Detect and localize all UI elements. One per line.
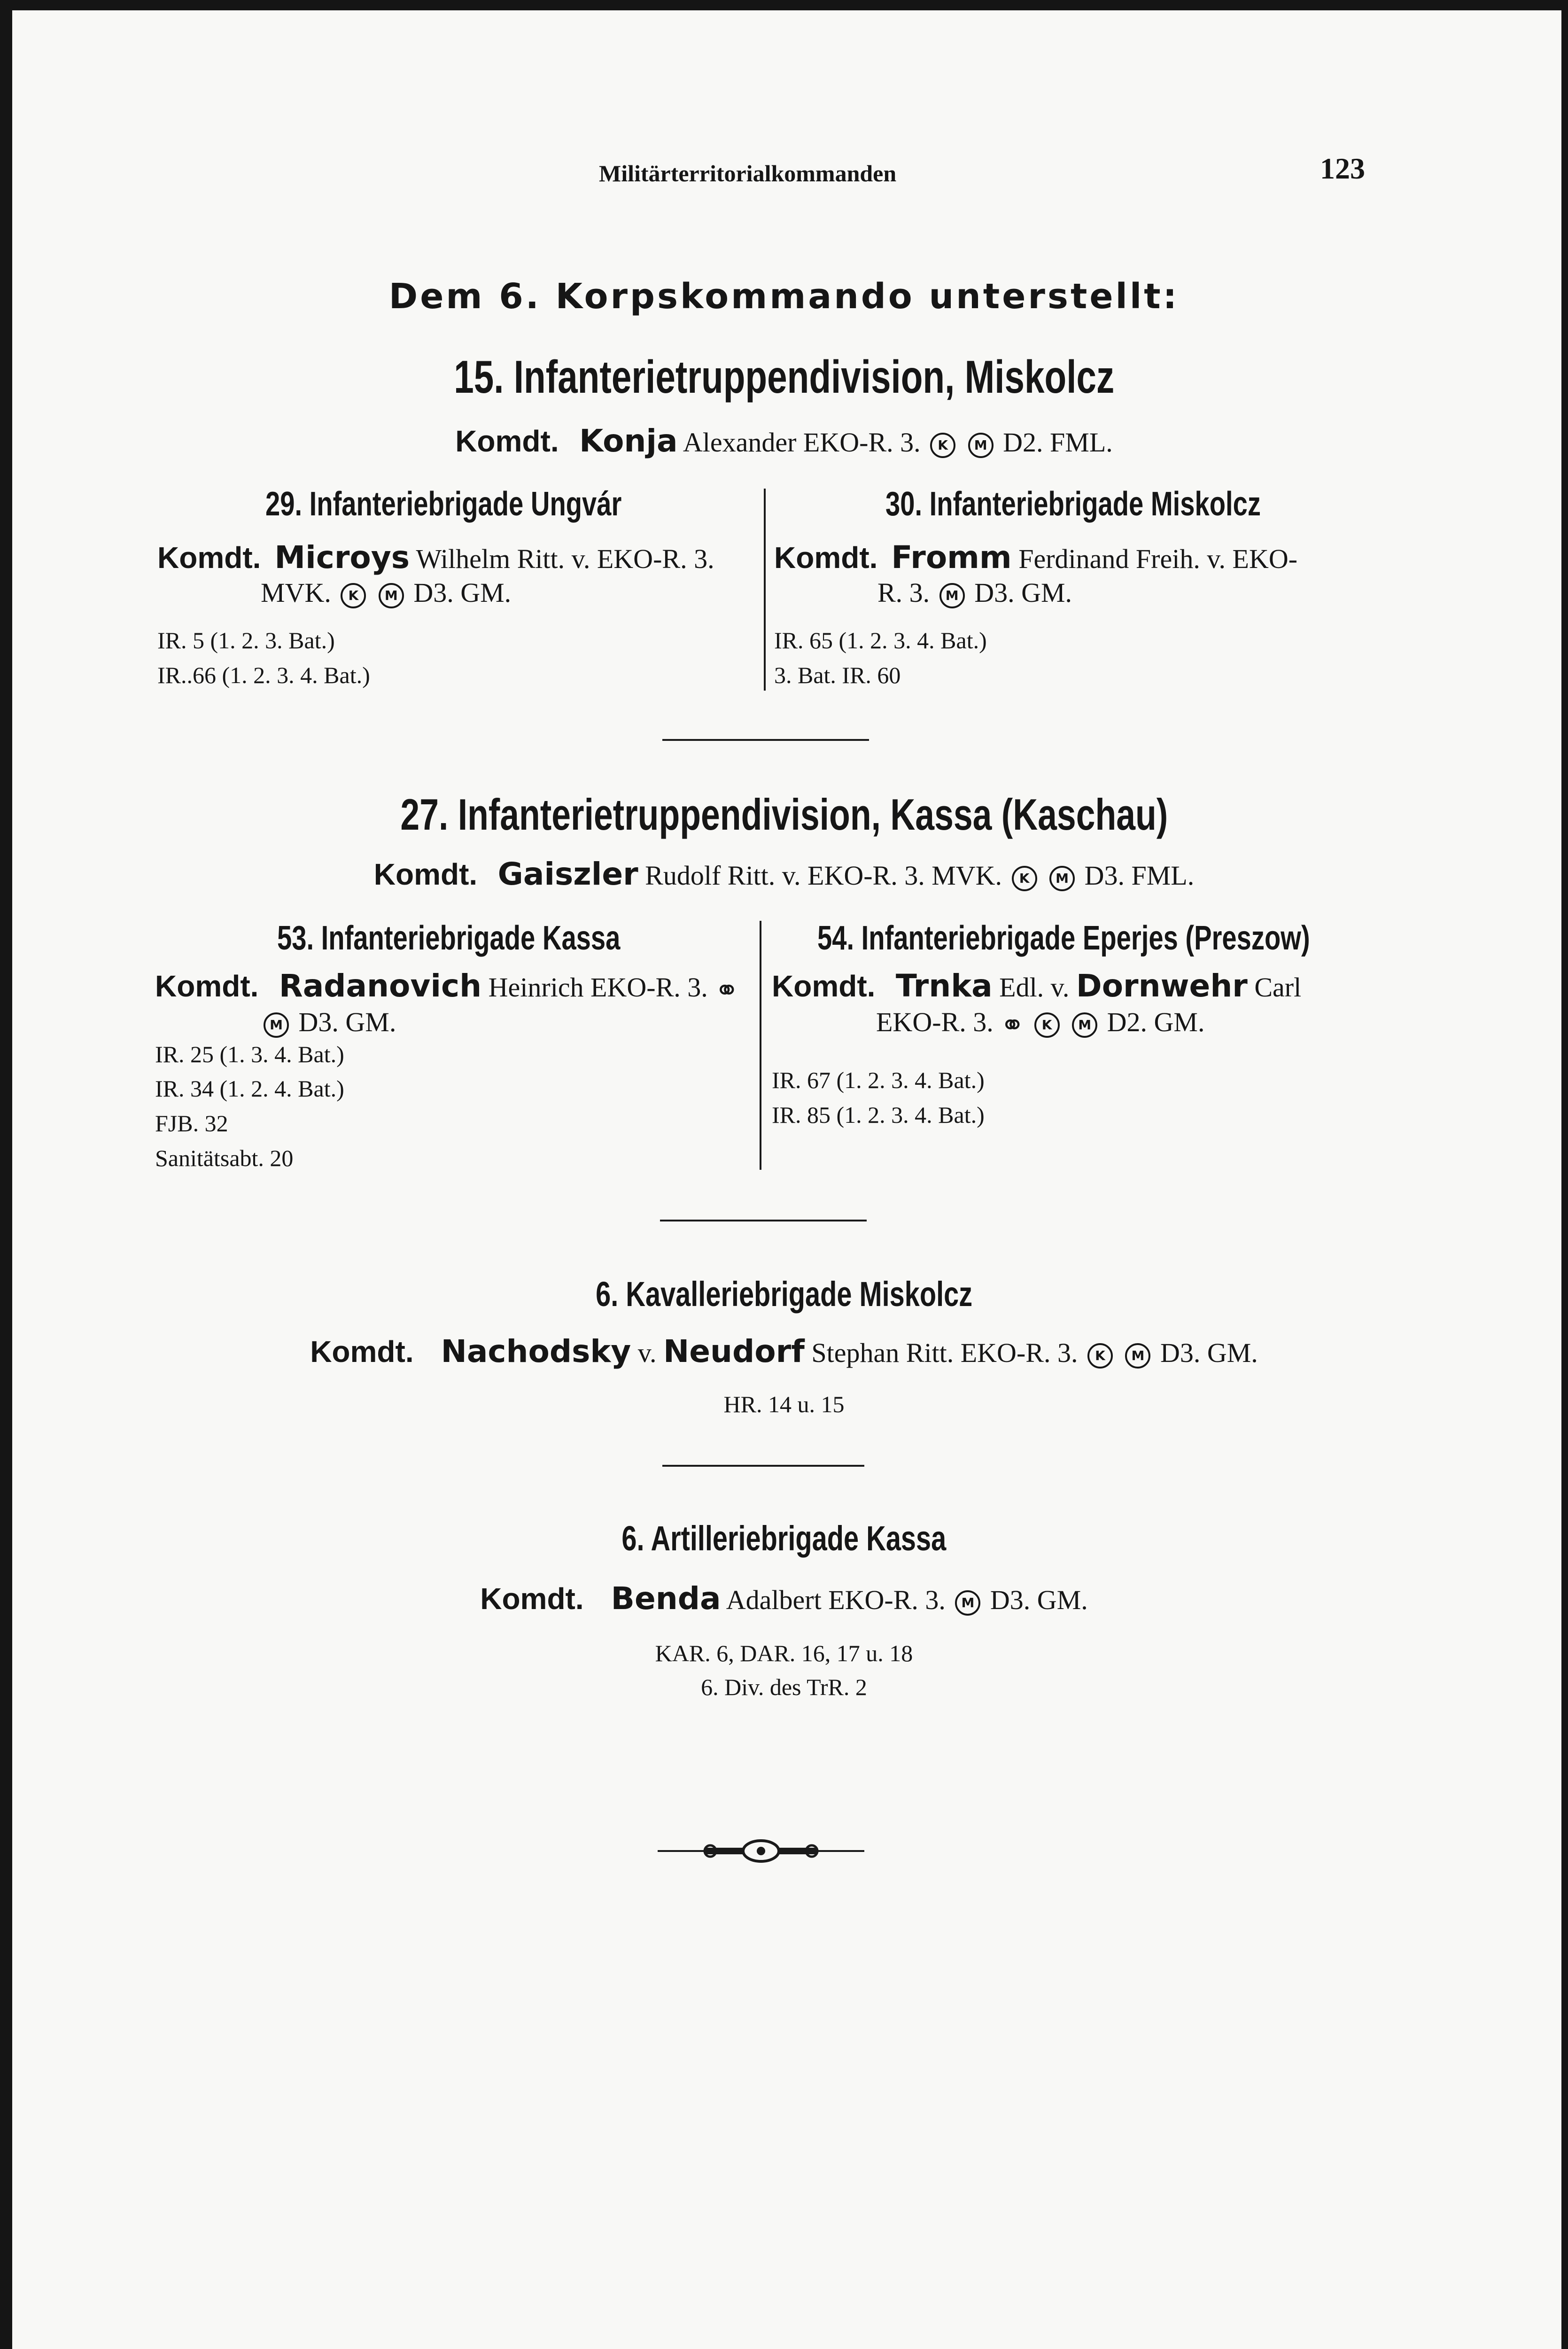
m-medal-icon: M [379,583,404,608]
m-medal-icon: M [1049,866,1075,891]
brigade-54-commander: Komdt. Trnka Edl. v. Dornwehr Carl [772,968,1302,1004]
commander-details: Alexander EKO-R. 3. [683,427,921,458]
brigade-53-title: 53. Infanteriebrigade Kassa [277,919,621,957]
brigade-29-unit: IR. 5 (1. 2. 3. Bat.) [157,627,335,653]
m-medal-icon: M [955,1590,980,1616]
k-medal-icon: K [1034,1012,1060,1038]
division-27-commander: Komdt. Gaiszler Rudolf Ritt. v. EKO-R. 3. MVK. K M D3. FML. [373,856,1195,892]
brigade-53-decorations: M D3. GM. [261,1006,396,1038]
running-title: Militärterritorialkommanden [599,160,897,187]
m-medal-icon: M [968,433,994,458]
main-heading: Dem 6. Korpskommando unterstellt: [388,276,1180,317]
section-divider [662,1465,864,1467]
brigade-30-title: 30. Infanteriebrigade Miskolcz [885,485,1261,523]
order-decoration-icon: ⚭ [714,973,739,1008]
division-27-title: 27. Infanterietruppendivision, Kassa (Kaschau) [400,790,1168,839]
brigade-54-unit: IR. 67 (1. 2. 3. 4. Bat.) [772,1067,985,1093]
commander-name: Konja [579,423,678,459]
artillery-units-line: 6. Div. des TrR. 2 [701,1674,867,1700]
order-decoration-icon: ⚭ [1000,1008,1025,1042]
division-15-title: 15. Infanterietruppendivision, Miskolcz [454,351,1114,403]
brigade-54-title: 54. Infanteriebrigade Eperjes (Preszow) [817,919,1310,957]
ornament-divider-icon [658,1839,864,1863]
cavalry-commander: Komdt. Nachodsky v. Neudorf Stephan Ritt. EKO-R. 3. K M D3. GM. [310,1333,1258,1369]
k-medal-icon: K [930,433,955,458]
brigade-53-unit: IR. 25 (1. 3. 4. Bat.) [155,1041,344,1067]
brigade-29-unit: IR..66 (1. 2. 3. 4. Bat.) [157,662,370,688]
section-divider [662,739,869,741]
section-divider [660,1220,867,1221]
komdt-label: Komdt. [455,424,559,458]
brigade-53-unit: IR. 34 (1. 2. 4. Bat.) [155,1075,344,1102]
column-divider [764,489,766,691]
brigade-30-unit: 3. Bat. IR. 60 [774,662,901,688]
brigade-54-decorations: EKO-R. 3. ⚭ K M D2. GM. [876,1007,1205,1042]
k-medal-icon: K [1012,866,1037,891]
m-medal-icon: M [1125,1343,1150,1369]
brigade-54-unit: IR. 85 (1. 2. 3. 4. Bat.) [772,1102,985,1128]
column-divider [760,921,761,1170]
brigade-53-unit: Sanitätsabt. 20 [155,1145,294,1171]
k-medal-icon: K [341,583,366,608]
scan-border-top [0,0,1568,10]
m-medal-icon: M [1072,1012,1097,1038]
artillery-units-line: KAR. 6, DAR. 16, 17 u. 18 [655,1640,913,1666]
m-medal-icon: M [264,1012,289,1038]
artillery-brigade-title: 6. Artilleriebrigade Kassa [621,1519,947,1558]
brigade-53-commander: Komdt. Radanovich Heinrich EKO-R. 3. ⚭ [155,968,739,1008]
brigade-30-commander: Komdt. Fromm Ferdinand Freih. v. EKO- [774,539,1298,576]
artillery-commander: Komdt. Benda Adalbert EKO-R. 3. M D3. GM. [480,1580,1088,1617]
brigade-30-unit: IR. 65 (1. 2. 3. 4. Bat.) [774,627,987,653]
brigade-30-decorations: R. 3. M D3. GM. [877,577,1072,608]
cavalry-units: HR. 14 u. 15 [723,1391,845,1417]
commander-rank: D2. FML. [1003,427,1113,458]
k-medal-icon: K [1087,1343,1113,1369]
cavalry-brigade-title: 6. Kavalleriebrigade Miskolcz [595,1275,973,1314]
brigade-29-decorations: MVK. K M D3. GM. [261,577,512,608]
brigade-53-unit: FJB. 32 [155,1110,228,1136]
page-number: 123 [1320,152,1365,185]
m-medal-icon: M [939,583,965,608]
brigade-29-title: 29. Infanteriebrigade Ungvár [265,485,622,523]
brigade-29-commander: Komdt. Microys Wilhelm Ritt. v. EKO-R. 3. [157,539,714,576]
division-15-commander [0,423,1568,459]
